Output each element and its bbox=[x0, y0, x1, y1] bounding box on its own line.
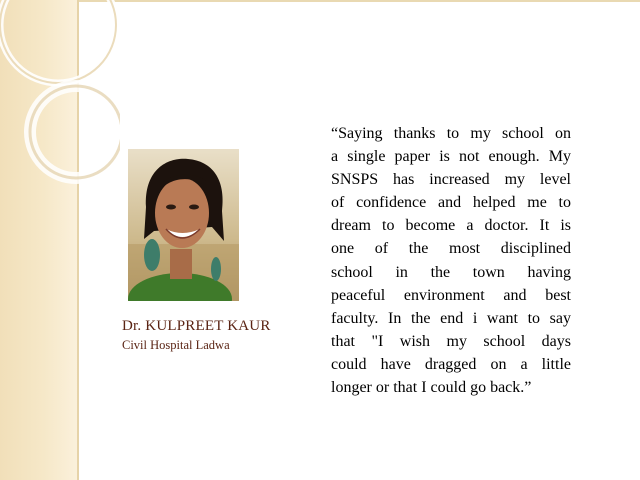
quote-line: dream to become a doctor. It is bbox=[331, 217, 571, 235]
quote-line: longer or that I could go back.” bbox=[331, 379, 532, 397]
quote-line: that "I wish my school days bbox=[331, 332, 571, 350]
quote-line: “Saying thanks to my school on bbox=[331, 125, 571, 142]
quote-line: one of the most disciplined bbox=[331, 240, 571, 258]
top-border-line bbox=[79, 0, 640, 2]
quote-line: faculty. In the end i want to say bbox=[331, 309, 571, 327]
quote-line: a single paper is not enough. My bbox=[331, 148, 571, 166]
quote-line: of confidence and helped me to bbox=[331, 194, 571, 212]
quote-line: peaceful environment and best bbox=[331, 286, 571, 304]
quote-line: school in the town having bbox=[331, 263, 571, 281]
quote-line: SNSPS has increased my level bbox=[331, 171, 571, 189]
portrait-photo bbox=[128, 149, 239, 301]
testimonial-quote bbox=[331, 122, 571, 399]
person-name: Dr. KULPREET KAUR bbox=[122, 318, 271, 334]
decorative-rings bbox=[0, 0, 120, 200]
person-organization: Civil Hospital Ladwa bbox=[122, 338, 230, 352]
quote-line: could have dragged on a little bbox=[331, 355, 571, 373]
